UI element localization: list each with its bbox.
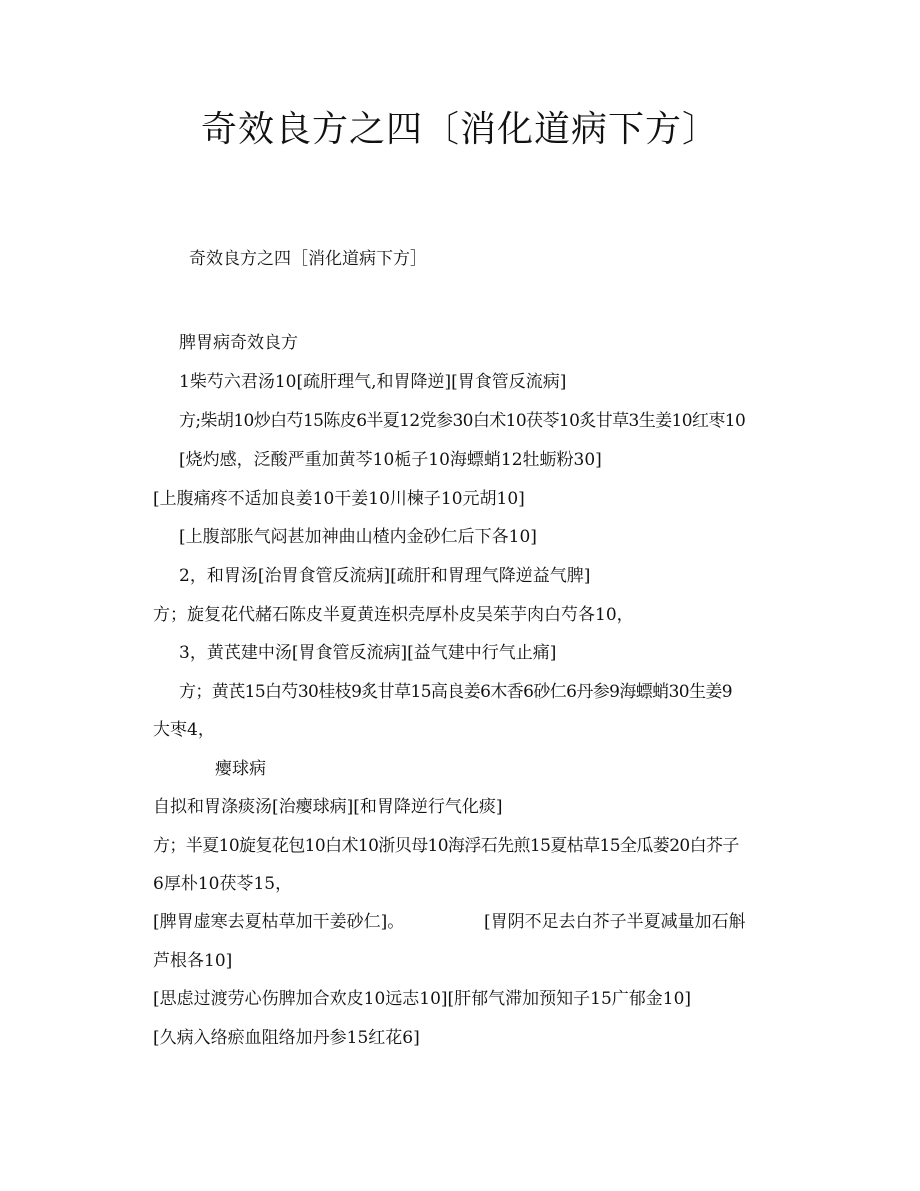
section-heading-ball-disease: 瘿球病: [215, 759, 266, 779]
text-line: 3，黄芪建中汤[胃食管反流病][益气建中行气止痛]: [179, 643, 557, 663]
text-line: 方；半夏10旋复花包10白术10浙贝母10海浮石先煎15夏枯草15全瓜蒌20白芥子: [153, 836, 739, 856]
subtitle-line: 奇效良方之四［消化道病下方］: [189, 249, 427, 269]
text-line: [烧灼感，泛酸严重加黄芩10栀子10海螵蛸12牡蛎粉30]: [179, 450, 602, 470]
text-line: 方;柴胡10炒白芍15陈皮6半夏12党参30白术10茯苓10炙甘草3生姜10红枣10: [179, 411, 746, 431]
text-line: 2，和胃汤[治胃食管反流病][疏肝和胃理气降逆益气脾]: [179, 566, 591, 586]
text-line: [上腹痛疼不适加良姜10干姜10川楝子10元胡10]: [153, 489, 525, 509]
text-line: [思虑过渡劳心伤脾加合欢皮10远志10][肝郁气滞加预知子15广郁金10]: [153, 989, 692, 1009]
text-line: 方；黄芪15白芍30桂枝9炙甘草15高良姜6木香6砂仁6丹参9海螵蛸30生姜9: [179, 682, 733, 702]
text-line: 6厚朴10茯苓15，: [153, 874, 293, 894]
text-line: [胃阴不足去白芥子半夏减量加石斛: [484, 912, 746, 932]
text-line: 芦根各10]: [153, 951, 233, 971]
text-line: 方；旋复花代赭石陈皮半夏黄连枳壳厚朴皮吴茱芋肉白芍各10，: [153, 605, 634, 625]
section-heading-spleen-stomach: 脾胃病奇效良方: [179, 333, 298, 353]
text-line: 自拟和胃涤痰汤[治瘿球病][和胃降逆行气化痰]: [153, 797, 503, 817]
text-line: [上腹部胀气闷甚加神曲山楂内金砂仁后下各10]: [179, 527, 537, 547]
text-line: [久病入络瘀血阻络加丹参15红花6]: [153, 1028, 420, 1048]
text-line: 大枣4，: [153, 720, 215, 740]
text-line: 1柴芍六君汤10[疏肝理气,和胃降逆][胃食管反流病]: [179, 372, 567, 392]
text-line: [脾胃虚寒去夏枯草加干姜砂仁]。: [153, 912, 405, 932]
document-title: 奇效良方之四〔消化道病下方〕: [200, 109, 719, 150]
